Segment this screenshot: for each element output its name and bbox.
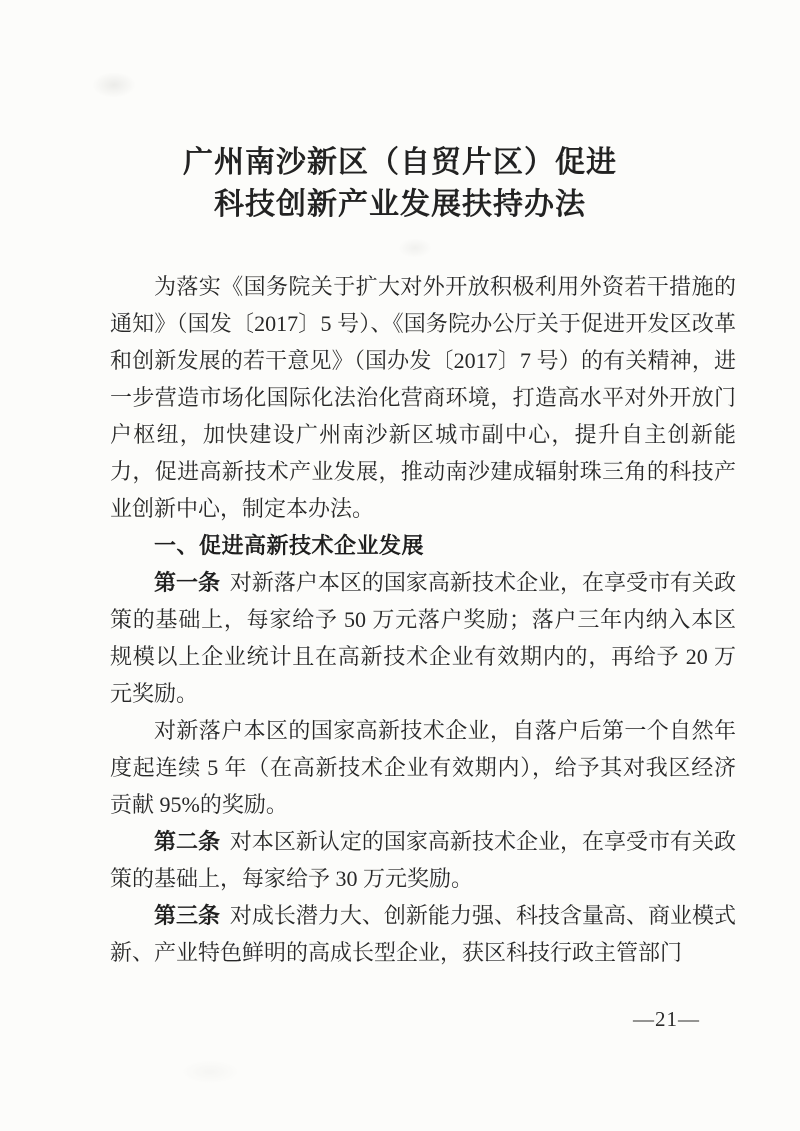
section-heading: 一、促进高新技术企业发展 bbox=[154, 533, 425, 558]
scan-smudge bbox=[398, 238, 432, 258]
document-title bbox=[0, 142, 800, 226]
page-number: —21— bbox=[633, 1007, 700, 1031]
article-2-paragraph bbox=[110, 823, 736, 897]
article-3-paragraph bbox=[110, 897, 736, 971]
document-title-line-2: 科技创新产业发展扶持办法 bbox=[214, 188, 586, 221]
article-2-label: 第二条 bbox=[154, 829, 221, 854]
article-1-text: 对新落户本区的国家高新技术企业，在享受市有关政策的基础上，每家给予 50 万元落户奖励；落户三年内纳入本区规模以上企业统计且在高新技术企业有效期内的，再给予 20 万元奖励。 bbox=[110, 570, 736, 706]
document-body bbox=[110, 268, 736, 971]
article-1-paragraph bbox=[110, 564, 736, 712]
article-3-label: 第三条 bbox=[154, 903, 221, 928]
article-1-continued-paragraph bbox=[110, 712, 736, 823]
document-title-line-1: 广州南沙新区（自贸片区）促进 bbox=[183, 146, 617, 179]
article-2-text: 对本区新认定的国家高新技术企业，在享受市有关政策的基础上，每家给予 30 万元奖励。 bbox=[110, 829, 736, 891]
scan-smudge bbox=[92, 72, 136, 98]
intro-paragraph: 为落实《国务院关于扩大对外开放积极利用外资若干措施的通知》（国发〔2017〕5 号）、《国务院办公厅关于促进开发区改革和创新发展的若干意见》（国办发〔2017〕7 号）的有关精神，进一步营造市场化国际化法治化营商环境，打造高水平对外开放门户枢纽，加快建设广州南沙新区城市副中心，提升自主创新能力，促进高新技术产业发展，推动南沙建成辐射珠三角的科技产业创新中心，制定本办法。 bbox=[110, 274, 736, 521]
article-3-text: 对成长潜力大、创新能力强、科技含量高、商业模式新、产业特色鲜明的高成长型企业，获区科技行政主管部门 bbox=[110, 903, 736, 965]
article-1-label: 第一条 bbox=[154, 570, 221, 595]
scan-smudge bbox=[180, 1060, 240, 1084]
article-1-continued-text: 对新落户本区的国家高新技术企业，自落户后第一个自然年度起连续 5 年（在高新技术企业有效期内），给予其对我区经济贡献 95%的奖励。 bbox=[110, 718, 736, 817]
